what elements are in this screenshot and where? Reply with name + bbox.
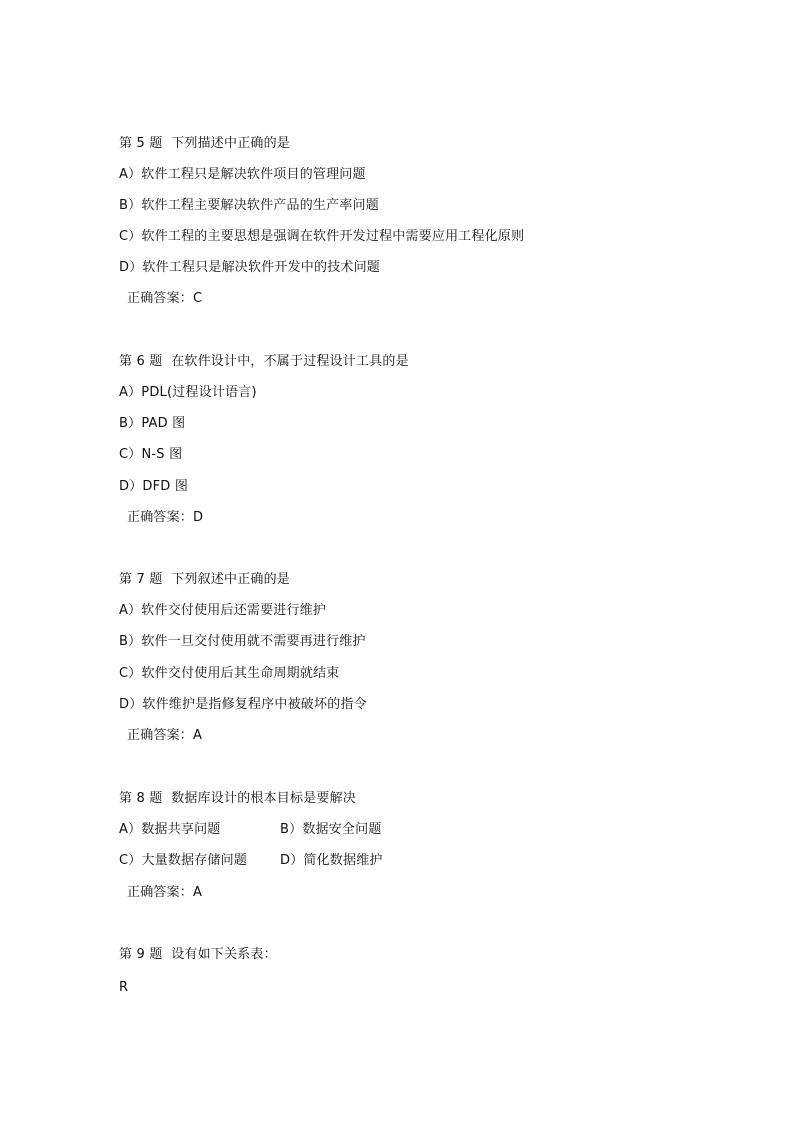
question-8-option-a: A）数据共享问题 xyxy=(119,822,221,837)
question-6-answer: 正确答案：D xyxy=(127,510,204,525)
question-5-title: 第 5 题 下列描述中正确的是 xyxy=(119,136,291,151)
question-6-option-d: D）DFD 图 xyxy=(119,479,189,494)
question-7-option-d: D）软件维护是指修复程序中被破坏的指令 xyxy=(119,697,367,712)
question-6-option-a: A）PDL(过程设计语言) xyxy=(119,385,257,400)
question-5-answer: 正确答案：C xyxy=(127,291,203,306)
question-8-answer: 正确答案：A xyxy=(127,885,203,900)
question-8-option-d: D）简化数据维护 xyxy=(280,853,383,868)
question-7-option-b: B）软件一旦交付使用就不需要再进行维护 xyxy=(119,634,366,649)
question-6-option-c: C）N-S 图 xyxy=(119,447,183,462)
question-8-title: 第 8 题 数据库设计的根本目标是要解决 xyxy=(119,791,357,806)
question-5-option-c: C）软件工程的主要思想是强调在软件开发过程中需要应用工程化原则 xyxy=(119,229,525,244)
question-8-option-b: B）数据安全问题 xyxy=(280,822,382,837)
question-9-title: 第 9 题 设有如下关系表： xyxy=(119,947,277,962)
question-7-title: 第 7 题 下列叙述中正确的是 xyxy=(119,572,291,587)
question-5-option-b: B）软件工程主要解决软件产品的生产率问题 xyxy=(119,198,379,213)
question-5-option-d: D）软件工程只是解决软件开发中的技术问题 xyxy=(119,260,381,275)
question-8-option-c: C）大量数据存储问题 xyxy=(119,853,248,868)
question-7-option-c: C）软件交付使用后其生命周期就结束 xyxy=(119,666,340,681)
question-9-relation-label: R xyxy=(119,980,129,995)
question-7-answer: 正确答案：A xyxy=(127,728,203,743)
question-6-option-b: B）PAD 图 xyxy=(119,416,186,431)
question-7-option-a: A）软件交付使用后还需要进行维护 xyxy=(119,603,327,618)
question-5-option-a: A）软件工程只是解决软件项目的管理问题 xyxy=(119,167,366,182)
question-6-title: 第 6 题 在软件设计中，不属于过程设计工具的是 xyxy=(119,354,409,369)
